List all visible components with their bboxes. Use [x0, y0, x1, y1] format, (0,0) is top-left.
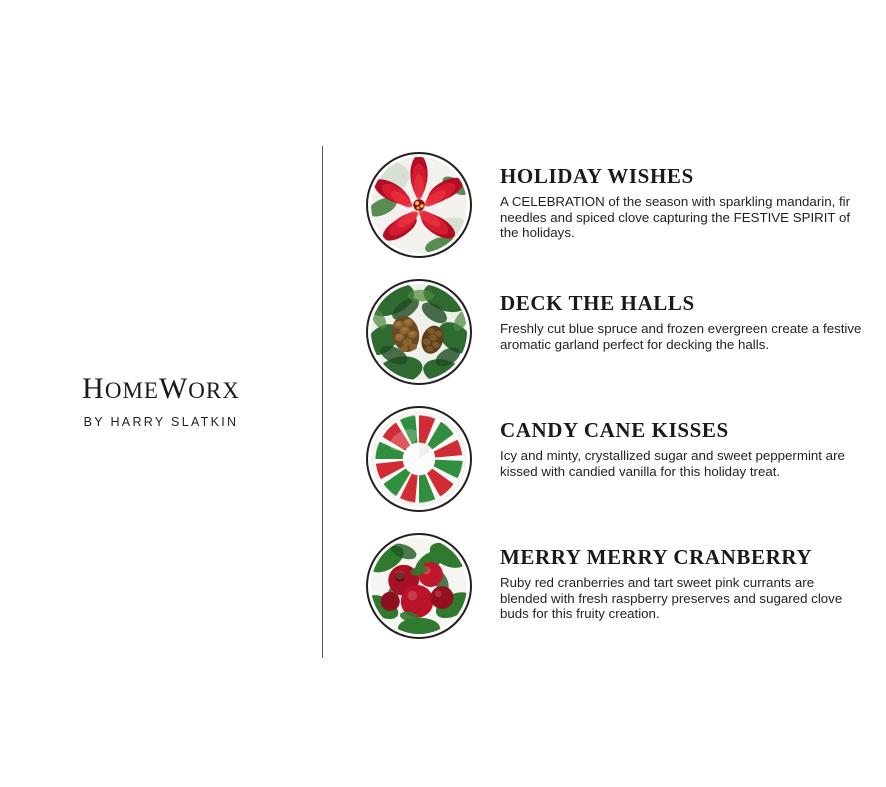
brand-block [0, 372, 322, 429]
product-description: A CELEBRATION of the season with sparkling mandarin, fir needles and spiced clove capturing the FESTIVE SPIRIT of the holidays. [500, 194, 851, 241]
image-disc-inner [371, 284, 467, 380]
brand-name-part-3: W [158, 372, 189, 405]
peppermint-candy-photo [371, 411, 467, 507]
product-list [366, 152, 881, 660]
product-image-candy-cane-kisses [366, 406, 472, 512]
image-disc-inner [371, 538, 467, 634]
brand-tagline: BY HARRY SLATKIN [83, 415, 239, 429]
list-item [366, 152, 881, 279]
brand-name-part-4: ORX [188, 378, 240, 403]
product-description: Icy and minty, crystallized sugar and sweet peppermint are kissed with candied vanilla for this holiday treat. [500, 448, 845, 479]
image-disc-inner [371, 411, 467, 507]
product-image-deck-the-halls [366, 279, 472, 385]
brand-name [0, 372, 322, 406]
list-item [366, 279, 881, 406]
image-disc [366, 533, 472, 639]
product-title: MERRY MERRY CRANBERRY [500, 545, 813, 569]
product-text-merry-merry-cranberry [500, 545, 881, 622]
product-image-merry-merry-cranberry [366, 533, 472, 639]
image-disc [366, 406, 472, 512]
product-text-holiday-wishes [500, 164, 881, 241]
product-image-holiday-wishes [366, 152, 472, 258]
product-title: CANDY CANE KISSES [500, 418, 729, 442]
product-description: Freshly cut blue spruce and frozen evergreen create a festive aromatic garland perfect for decking the halls. [500, 321, 862, 352]
pinecone-evergreen-photo [371, 284, 467, 380]
brand-name-part-1: H [82, 372, 105, 405]
list-item [366, 406, 881, 533]
list-item [366, 533, 881, 660]
image-disc-inner [371, 157, 467, 253]
product-title: HOLIDAY WISHES [500, 164, 694, 188]
product-description: Ruby red cranberries and tart sweet pink currants are blended with fresh raspberry preserves and sugared clove buds for this fruity creation. [500, 575, 843, 622]
brand-name-part-2: OME [104, 378, 159, 403]
poinsettia-flower-photo [371, 157, 467, 253]
cranberry-berries-photo [371, 538, 467, 634]
image-disc [366, 279, 472, 385]
product-text-candy-cane-kisses [500, 418, 881, 479]
product-title: DECK THE HALLS [500, 291, 695, 315]
vertical-divider [322, 146, 323, 658]
image-disc [366, 152, 472, 258]
product-text-deck-the-halls [500, 291, 881, 352]
